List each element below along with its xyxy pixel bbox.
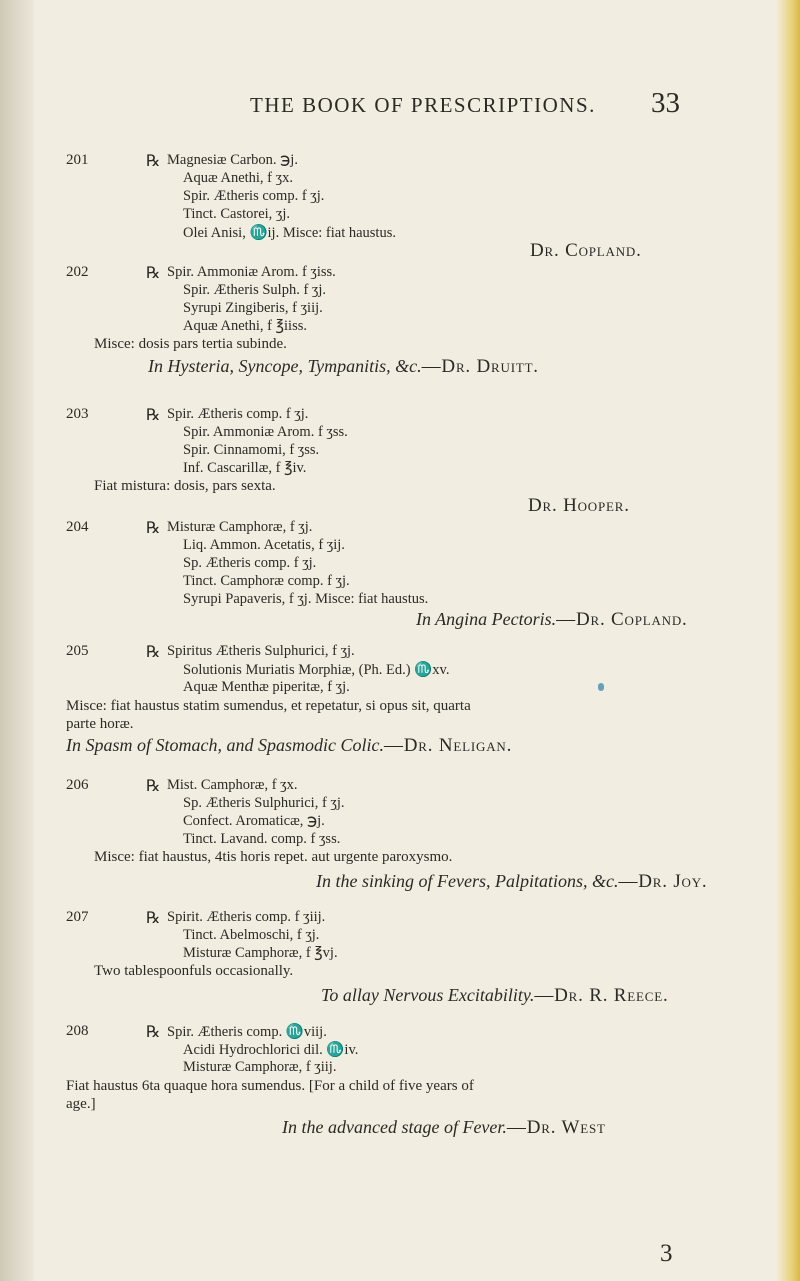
prescription-205 (66, 643, 716, 763)
ingredient-line: Spiritus Ætheris Sulphurici, f ʒj. (167, 643, 355, 659)
ingredient-line: Aquæ Anethi, f ʒx. (183, 170, 293, 186)
page-number: 33 (651, 87, 680, 119)
ingredient-line: Olei Anisi, ♏ij. Misce: fiat haustus. (183, 225, 396, 241)
ingredient-line: Tinct. Castorei, ʒj. (183, 206, 291, 222)
author: Dr. Copland. (530, 240, 642, 261)
indication: In Angina Pectoris.—Dr. Copland. (416, 609, 688, 630)
ingredient-line: Syrupi Zingiberis, f ʒiij. (183, 300, 323, 316)
prescription-206 (66, 777, 716, 897)
prescription-201 (66, 152, 716, 262)
directions: parte horæ. (66, 716, 134, 732)
entry-number: 207 (66, 909, 89, 925)
signature-mark: 3 (660, 1240, 673, 1267)
ingredient-line: Syrupi Papaveris, f ʒj. Misce: fiat haustus. (183, 591, 429, 607)
ingredient-line: Spir. Ammoniæ Arom. f ʒss. (183, 424, 348, 440)
ingredient-line: Inf. Cascarillæ, f ℥iv. (183, 460, 307, 476)
ingredient-line: Spir. Ætheris comp. ♏viij. (167, 1024, 327, 1040)
entry-number: 201 (66, 152, 89, 168)
ingredient-line: Spir. Ammoniæ Arom. f ʒiss. (167, 264, 336, 280)
prescription-208 (66, 1023, 716, 1163)
recipe-symbol: ℞ (146, 1024, 161, 1041)
ingredient-line: Aquæ Anethi, f ℥iiss. (183, 318, 307, 334)
page-stain-right (776, 0, 800, 1281)
directions: Two tablespoonfuls occasionally. (94, 963, 294, 979)
entry-number: 206 (66, 777, 89, 793)
entry-number: 208 (66, 1023, 89, 1039)
ingredient-line: Misturæ Camphoræ, f ʒj. (167, 519, 313, 535)
recipe-symbol: ℞ (146, 153, 161, 170)
directions: Misce: fiat haustus, 4tis horis repet. aut urgente paroxysmo. (94, 849, 453, 865)
ingredient-line: Tinct. Camphoræ comp. f ʒj. (183, 573, 350, 589)
indication: In Hysteria, Syncope, Tympanitis, &c.—Dr. Druitt. (148, 356, 539, 377)
ingredient-line: Magnesiæ Carbon. ℈j. (167, 152, 298, 168)
page-shadow-left (0, 0, 34, 1281)
ingredient-line: Sp. Ætheris comp. f ʒj. (183, 555, 317, 571)
recipe-symbol: ℞ (146, 644, 161, 661)
directions: Misce: dosis pars tertia subinde. (94, 336, 287, 352)
directions: Fiat mistura: dosis, pars sexta. (94, 478, 276, 494)
ingredient-line: Spirit. Ætheris comp. f ʒiij. (167, 909, 326, 925)
indication: In the advanced stage of Fever.—Dr. West (282, 1117, 606, 1138)
directions: Misce: fiat haustus statim sumendus, et repetatur, si opus sit, quarta (66, 698, 471, 714)
recipe-symbol: ℞ (146, 778, 161, 795)
prescription-203 (66, 406, 716, 526)
author: Dr. Hooper. (528, 495, 630, 516)
ingredient-line: Spir. Cinnamomi, f ʒss. (183, 442, 320, 458)
ingredient-line: Aquæ Menthæ piperitæ, f ʒj. (183, 679, 350, 695)
indication: To allay Nervous Excitability.—Dr. R. Reece. (321, 985, 669, 1006)
entry-number: 202 (66, 264, 89, 280)
directions: age.] (66, 1096, 96, 1112)
entry-number: 205 (66, 643, 89, 659)
recipe-symbol: ℞ (146, 520, 161, 537)
recipe-symbol: ℞ (146, 265, 161, 282)
ink-fleck (598, 683, 604, 691)
prescription-207 (66, 909, 716, 1009)
recipe-symbol: ℞ (146, 910, 161, 927)
entry-number: 204 (66, 519, 89, 535)
ingredient-line: Confect. Aromaticæ, ℈j. (183, 813, 325, 829)
ingredient-line: Solutionis Muriatis Morphiæ, (Ph. Ed.) ♏xv. (183, 662, 450, 678)
page-header (250, 87, 680, 133)
prescription-202 (66, 264, 716, 394)
ingredient-line: Spir. Ætheris comp. f ʒj. (183, 188, 325, 204)
ingredient-line: Acidi Hydrochlorici dil. ♏iv. (183, 1042, 359, 1058)
ingredient-line: Misturæ Camphoræ, f ʒiij. (183, 1059, 337, 1075)
prescription-204 (66, 519, 716, 649)
ingredient-line: Spir. Ætheris Sulph. f ʒj. (183, 282, 326, 298)
ingredient-line: Liq. Ammon. Acetatis, f ʒij. (183, 537, 345, 553)
ingredient-line: Tinct. Lavand. comp. f ʒss. (183, 831, 341, 847)
ingredient-line: Sp. Ætheris Sulphurici, f ʒj. (183, 795, 345, 811)
running-title: THE BOOK OF PRESCRIPTIONS. (250, 93, 596, 117)
entry-number: 203 (66, 406, 89, 422)
ingredient-line: Misturæ Camphoræ, f ℥vj. (183, 945, 338, 961)
ingredient-line: Mist. Camphoræ, f ʒx. (167, 777, 298, 793)
indication: In the sinking of Fevers, Palpitations, &c.—Dr. Joy. (316, 871, 708, 892)
recipe-symbol: ℞ (146, 407, 161, 424)
indication: In Spasm of Stomach, and Spasmodic Colic.—Dr. Neligan. (66, 735, 513, 756)
directions: Fiat haustus 6ta quaque hora sumendus. [For a child of five years of (66, 1078, 474, 1094)
ingredient-line: Tinct. Abelmoschi, f ʒj. (183, 927, 320, 943)
ingredient-line: Spir. Ætheris comp. f ʒj. (167, 406, 309, 422)
